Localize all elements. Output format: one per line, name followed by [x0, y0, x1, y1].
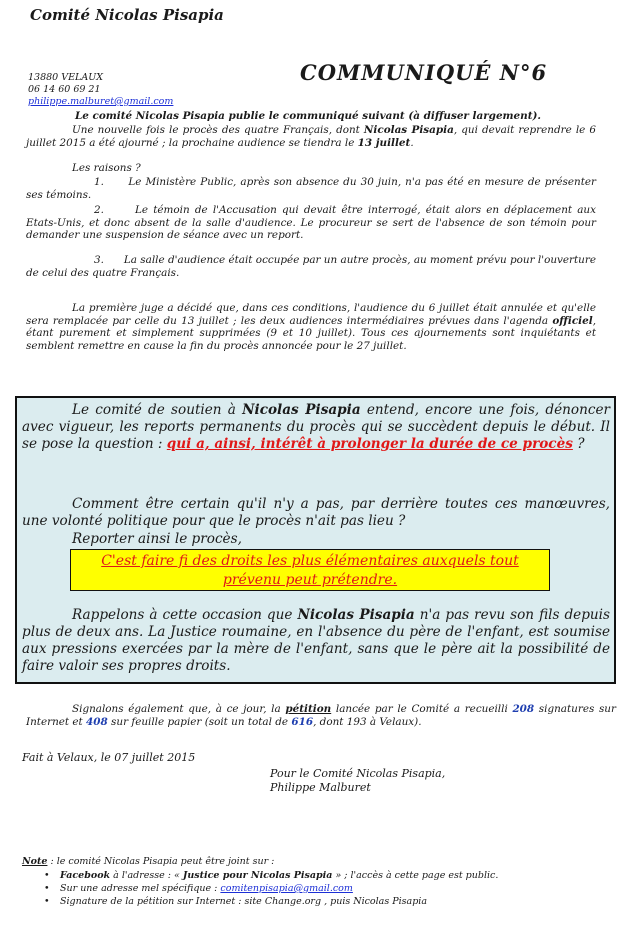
email-link[interactable]: philippe.malburet@gmail.com — [28, 96, 174, 107]
box-paragraph-4: Rappelons à cette occasion que Nicolas Pisapia n'a pas revu son fils depuis plus de deux ans. La Justice roumaine, en l'absence du père de l'enfant, est soumise aux pressions exercées par la mère de l'enfant, sans que le père ait la possibilité de faire valoir ses propres droits. — [22, 607, 610, 674]
address: 13880 VELAUX — [28, 72, 103, 83]
highlight-callout: C'est faire fi des droits les plus élémentaires auxquels tout prévenu peut prétendre. — [70, 549, 550, 591]
publish-line: Le comité Nicolas Pisapia publie le communiqué suivant (à diffuser largement). — [75, 110, 542, 122]
reason-2: 2. Le témoin de l'Accusation qui devait être interrogé, était alors en déplacement aux Etats-Unis, et donc absent de la salle d'audience. Le procureur se sert de l'absence de son témoin pour demander une suspension de séance avec un report. — [26, 204, 596, 242]
note-item-petition: • Signature de la pétition sur Internet : site Change.org , puis Nicolas Pisapia — [42, 895, 602, 908]
note-item-facebook: • Facebook à l'adresse : « Justice pour Nicolas Pisapia » ; l'accès à cette page est public. — [42, 869, 602, 882]
intro-paragraph-2: La première juge a décidé que, dans ces conditions, l'audience du 6 juillet était annulée et qu'elle sera remplacée par celle du 13 juillet ; les deux audiences intermédiaires prévues dans l'agenda officiel, étant purement et simplement supprimées (9 et 10 juillet). Tous ces ajournements sont inquiétants et semblent remettre en cause la fin du procès annoncée pour le 27 juillet. — [26, 302, 596, 352]
reason-1: 1. Le Ministère Public, après son absence du 30 juin, n'a pas été en mesure de présenter ses témoins. — [26, 176, 596, 201]
box-paragraph-2: Comment être certain qu'il n'y a pas, par derrière toutes ces manœuvres, une volonté politique pour que le procès n'ait pas lieu ? — [22, 496, 610, 529]
box-paragraph-3: Reporter ainsi le procès, — [72, 531, 242, 547]
place-date: Fait à Velaux, le 07 juillet 2015 — [22, 751, 196, 764]
petition-paragraph: Signalons également que, à ce jour, la pétition lancée par le Comité a recueilli 208 signatures sur Internet et 408 sur feuille papier (soit un total de 616, dont 193 à Velaux). — [26, 703, 616, 728]
note-item-email: • Sur une adresse mel spécifique : comitenpisapia@gmail.com — [42, 882, 602, 895]
committee-email-link[interactable]: comitenpisapia@gmail.com — [220, 883, 353, 894]
note-intro: Note : le comité Nicolas Pisapia peut être joint sur : — [22, 856, 275, 867]
signoff-line-2: Philippe Malburet — [270, 781, 371, 794]
reason-3: 3. La salle d'audience était occupée par un autre procès, au moment prévu pour l'ouverture de celui des quatre Français. — [26, 254, 596, 279]
page-title: COMMUNIQUÉ N°6 — [300, 60, 548, 85]
signoff-line-1: Pour le Comité Nicolas Pisapia, — [270, 767, 446, 780]
box-paragraph-1: Le comité de soutien à Nicolas Pisapia entend, encore une fois, dénoncer avec vigueur, les reports permanents du procès qui se succèdent depuis le début. Il se pose la question : qui a, ainsi, intérêt à prolonger la durée de ce procès ? — [22, 402, 610, 452]
note-list — [42, 869, 602, 908]
reasons-label: Les raisons ? — [72, 162, 141, 174]
org-name: Comité Nicolas Pisapia — [30, 6, 224, 24]
intro-paragraph-1: Une nouvelle fois le procès des quatre Français, dont Nicolas Pisapia, qui devait reprendre le 6 juillet 2015 a été ajourné ; la prochaine audience se tiendra le 13 juillet. — [26, 124, 596, 149]
phone: 06 14 60 69 21 — [28, 84, 101, 95]
